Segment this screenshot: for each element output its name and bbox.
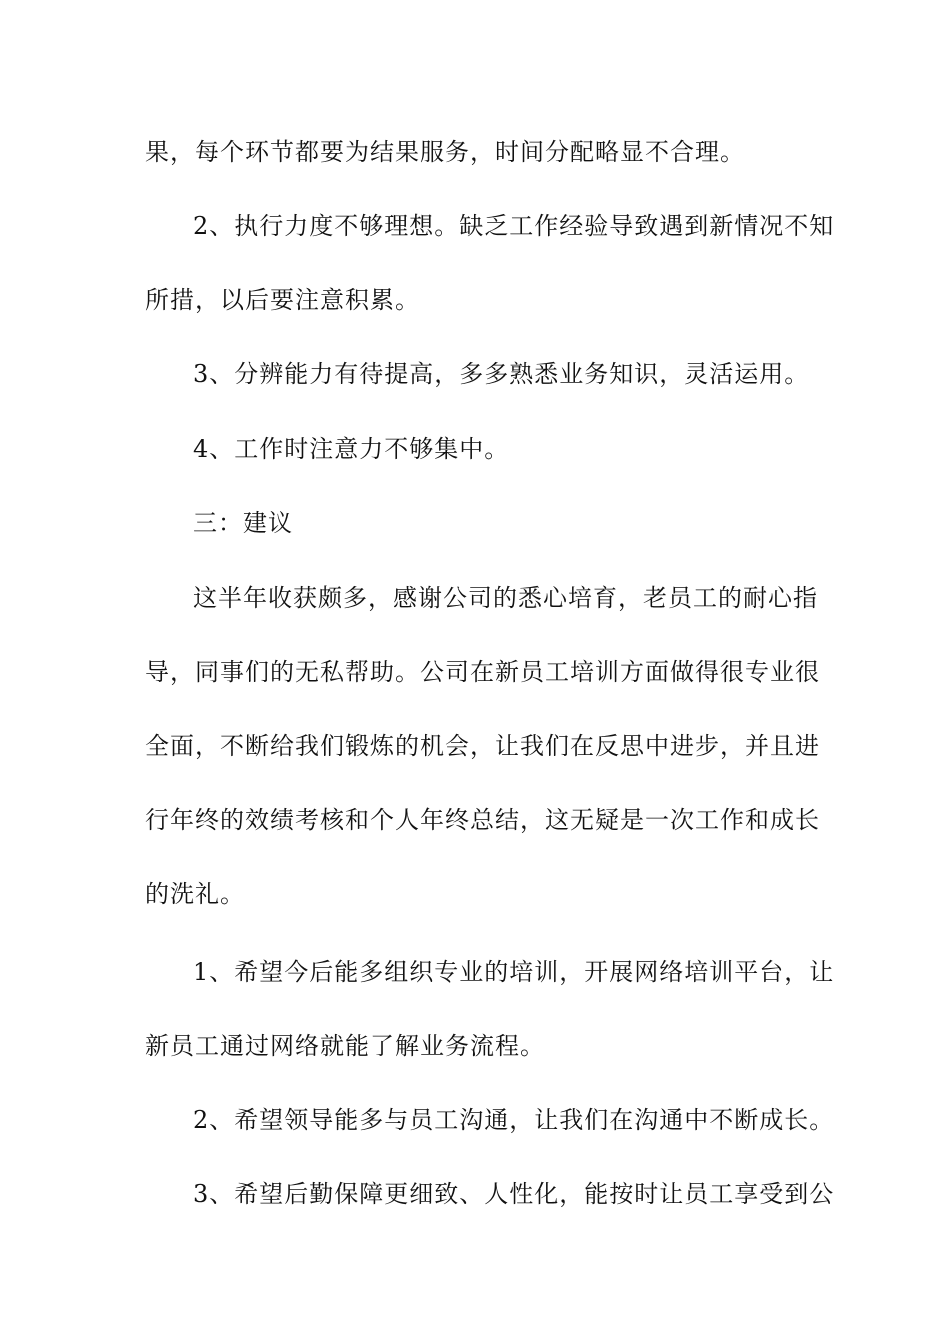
text-line-9: 全面，不断给我们锻炼的机会，让我们在反思中进步，并且进 <box>145 732 820 760</box>
text-line-1: 果，每个环节都要为结果服务，时间分配略显不合理。 <box>145 138 745 166</box>
text-line-11: 的洗礼。 <box>145 880 245 908</box>
section-heading: 三：建议 <box>193 509 293 537</box>
text-line-2: 2、执行力度不够理想。缺乏工作经验导致遇到新情况不知 <box>193 212 835 240</box>
text-line-15: 3、希望后勤保障更细致、人性化，能按时让员工享受到公 <box>193 1180 835 1208</box>
text-line-10: 行年终的效绩考核和个人年终总结，这无疑是一次工作和成长 <box>145 806 820 834</box>
text-line-13: 新员工通过网络就能了解业务流程。 <box>145 1032 545 1060</box>
text-line-12: 1、希望今后能多组织专业的培训，开展网络培训平台，让 <box>193 958 835 986</box>
text-line-5: 4、工作时注意力不够集中。 <box>193 435 510 463</box>
text-line-8: 导，同事们的无私帮助。公司在新员工培训方面做得很专业很 <box>145 658 820 686</box>
text-line-7: 这半年收获颇多，感谢公司的悉心培育，老员工的耐心指 <box>193 584 818 612</box>
text-line-4: 3、分辨能力有待提高，多多熟悉业务知识，灵活运用。 <box>193 360 810 388</box>
text-line-14: 2、希望领导能多与员工沟通，让我们在沟通中不断成长。 <box>193 1106 835 1134</box>
text-line-3: 所措，以后要注意积累。 <box>145 286 420 314</box>
